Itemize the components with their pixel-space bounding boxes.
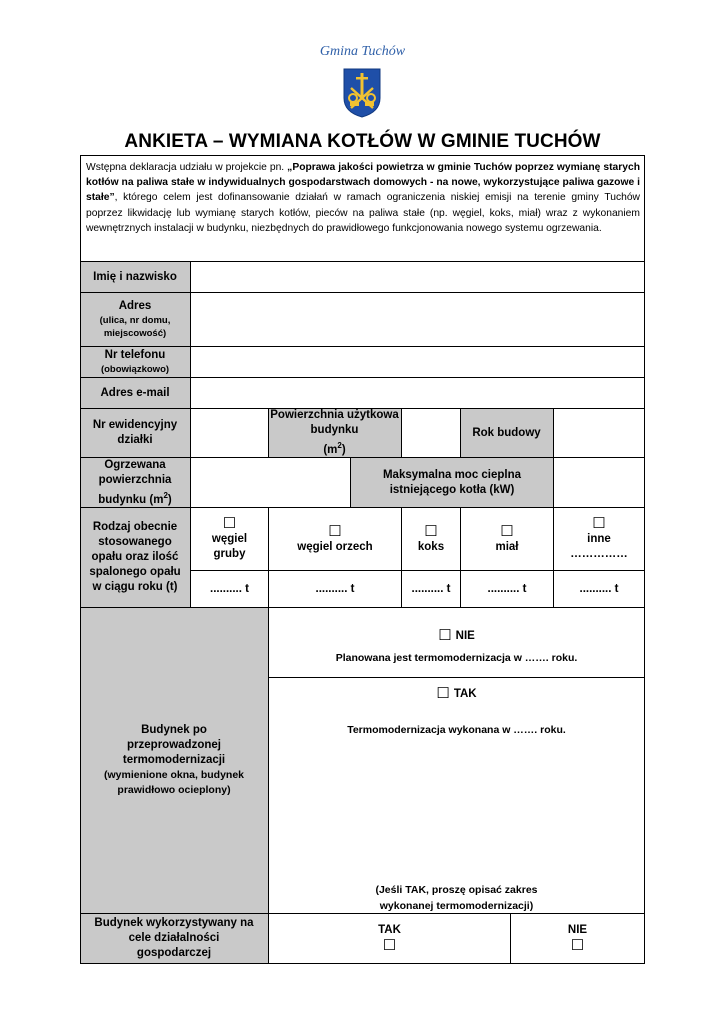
address-label: Adres (ulica, nr domu, miejscowość) <box>99 300 171 339</box>
page-title: ANKIETA – WYMIANA KOTŁÓW W GMINIE TUCHÓW <box>124 131 601 152</box>
checkbox-icon[interactable]: ☐ <box>570 937 585 954</box>
build-year-field[interactable] <box>554 409 644 457</box>
thermo-option-yes[interactable]: ☐ TAK Termomodernizacja wykonana w ……. roku. (Jeśli TAK, proszę opisać zakres wykonanej termomodernizacji) <box>269 678 644 913</box>
usable-area-field[interactable] <box>402 409 460 457</box>
checkbox-icon[interactable]: ☐ <box>382 937 397 954</box>
fuel-amount-coke[interactable]: .......... t <box>411 582 451 595</box>
checkbox-icon[interactable]: ☐ <box>438 627 452 644</box>
checkbox-icon[interactable]: ☐ <box>592 515 606 532</box>
name-label: Imię i nazwisko <box>93 270 177 283</box>
email-label: Adres e-mail <box>100 386 170 399</box>
fuel-option-coke[interactable]: ☐ koks <box>417 522 445 553</box>
thermo-no-text: Planowana jest termomodernizacja w ……. roku. <box>335 651 578 664</box>
phone-field[interactable] <box>191 347 644 377</box>
fuel-amount-coal-lump[interactable]: .......... t <box>210 582 249 595</box>
heated-area-label: Ogrzewana powierzchnia budynku $(m^2)$ <box>98 458 172 506</box>
thermo-label: Budynek po przeprowadzonej termomodernizacji (wymienione okna, budynek prawidłowo ocieplony) <box>103 724 245 796</box>
municipality-name: Gmina Tuchów <box>319 44 406 59</box>
fuel-amount-fine-coal[interactable]: .......... t <box>487 582 527 595</box>
fuel-option-fine-coal[interactable]: ☐ miał <box>495 522 519 553</box>
heated-area-field[interactable] <box>191 458 350 507</box>
phone-label: Nr telefonu (obowiązkowo) <box>100 349 170 375</box>
address-field[interactable] <box>191 293 644 346</box>
checkbox-icon[interactable]: ☐ <box>424 522 438 540</box>
coat-of-arms-icon <box>343 68 381 118</box>
business-option-no[interactable]: NIE ☐ <box>567 924 588 954</box>
build-year-label: Rok budowy <box>472 426 541 439</box>
thermo-option-no[interactable]: ☐ NIE Planowana jest termomodernizacja w ……. roku. <box>269 608 644 677</box>
max-power-label: Maksymalna moc cieplna istniejącego kotła (kW) <box>382 468 522 496</box>
checkbox-icon[interactable]: ☐ <box>328 522 342 540</box>
business-label: Budynek wykorzystywany na cele działalności gospodarczej <box>94 917 254 959</box>
intro-paragraph: Wstępna deklaracja udziału w projekcie pn. „Poprawa jakości powietrza w gminie Tuchów poprzez wymianę starych kotłów na paliwa stałe w indywidualnych gospodarstwach domowych - na nowe, wykorzystujące paliwa gazowe i stałe”, którego celem jest dofinansowanie działań w ramach ograniczenia niskiej emisji na terenie gminy Tuchów poprzez likwidację lub wymianę starych kotłów, pieców na paliwa stałe (np. węgiel, koks, miał) wraz z wykonaniem wewnętrznych instalacji w budynku, niezbędnych do prawidłowego funkcjonowania nowego systemu ogrzewania. <box>86 162 640 234</box>
fuel-type-label: Rodzaj obecnie stosowanego opału oraz ilość spalonego opału w ciągu roku (t) <box>89 521 181 593</box>
usable-area-label: Powierzchnia użytkowa budynku $(m^2)$ <box>270 409 399 456</box>
checkbox-icon[interactable]: ☐ <box>500 522 514 540</box>
max-power-field[interactable] <box>554 458 644 507</box>
business-option-yes[interactable]: TAK ☐ <box>378 924 401 954</box>
checkbox-icon[interactable]: ☐ <box>222 515 237 532</box>
name-field[interactable] <box>191 262 644 292</box>
fuel-option-coal-nut[interactable]: ☐ węgiel orzech <box>297 522 373 553</box>
thermo-yes-text: Termomodernizacja wykonana w ……. roku. <box>347 723 566 736</box>
fuel-option-coal-lump[interactable]: ☐ węgiel gruby <box>211 515 248 560</box>
fuel-amount-coal-nut[interactable]: .......... t <box>315 582 355 595</box>
parcel-label: Nr ewidencyjny działki <box>92 419 178 446</box>
checkbox-icon[interactable]: ☐ <box>436 685 450 702</box>
parcel-field[interactable] <box>191 409 268 457</box>
fuel-option-other[interactable]: ☐ inne …………… <box>570 515 628 560</box>
fuel-amount-other[interactable]: .......... t <box>579 582 619 595</box>
email-field[interactable] <box>191 378 644 408</box>
thermo-yes-note: (Jeśli TAK, proszę opisać zakres wykonanej termomodernizacji) <box>375 884 538 912</box>
